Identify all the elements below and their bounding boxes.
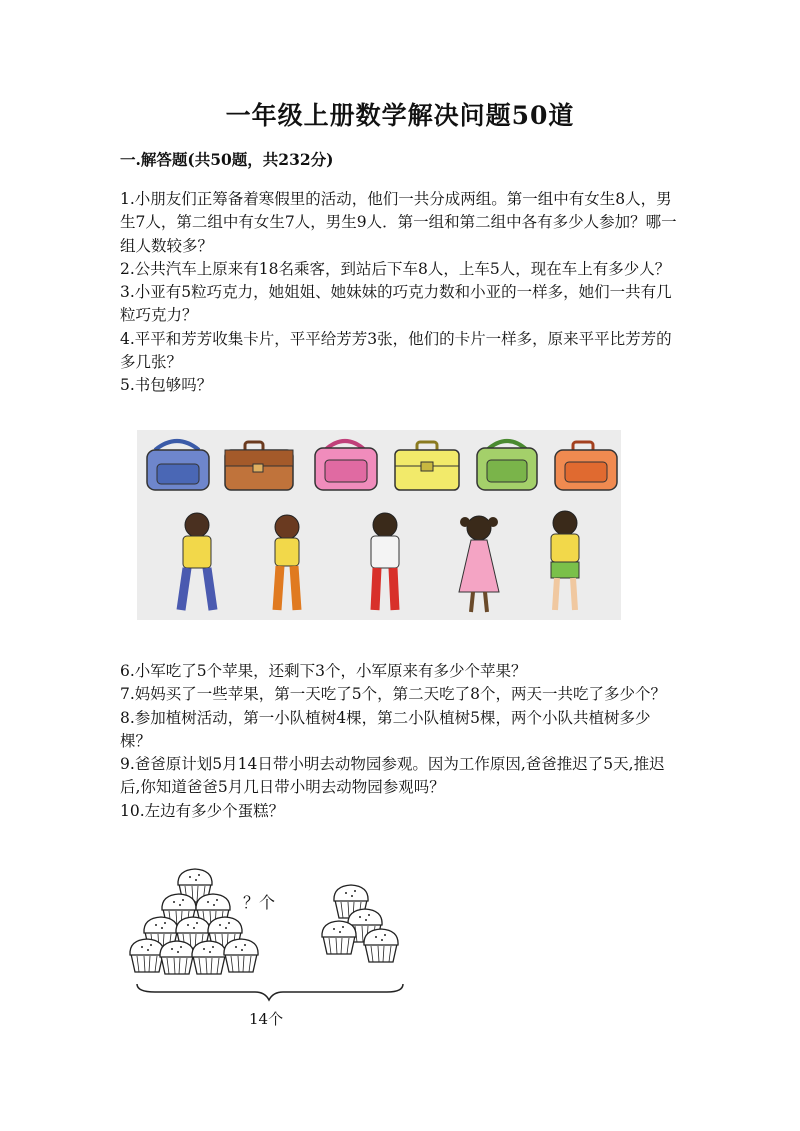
total-count-label: 14个 (249, 1010, 284, 1028)
question-10: 10.左边有多少个蛋糕？ (120, 801, 285, 820)
cakes-figure (125, 862, 415, 1032)
question-list-1 (120, 188, 680, 398)
question-6: 6.小军吃了5个苹果，还剩下3个，小军原来有多少个苹果？ (120, 662, 527, 680)
question-1: 1.小朋友们正筹备着寒假里的活动，他们一共分成两组。第一组中有女生8人，男生7人，第二组中有女生7人，男生9人．第一组和第二组中各有多少人参加？哪一组人数较多？ (120, 190, 677, 255)
schoolbag-5 (477, 441, 537, 490)
page-title: 一年级上册数学解决问题50道 (225, 101, 575, 130)
schoolbags-children-figure (137, 430, 621, 620)
unknown-count-label: ？个 (243, 893, 276, 912)
question-5: 5.书包够吗？ (120, 376, 213, 395)
question-7: 7.妈妈买了一些苹果，第一天吃了5个，第二天吃了8个，两天一共吃了多少个？ (120, 685, 667, 704)
section-heading: 一.解答题(共50题，共232分) (120, 150, 334, 169)
question-8: 8.参加植树活动，第一小队植树4棵，第二小队植树5棵，两个小队共植树多少棵？ (120, 708, 651, 750)
question-3: 3.小亚有5粒巧克力，她姐姐、她妹妹的巧克力数和小亚的一样多，她们一共有几粒巧克力？ (120, 283, 672, 325)
schoolbag-3 (315, 441, 377, 490)
question-list-2 (120, 660, 680, 823)
question-2: 2.公共汽车上原来有18名乘客，到站后下车8人，上车5人，现在车上有多少人？ (120, 259, 671, 278)
question-9: 9.爸爸原计划5月14日带小明去动物园参观。因为工作原因,爸爸推迟了5天,推迟后,你知道爸爸5月几日带小明去动物园参观吗？ (120, 755, 665, 797)
brace (137, 984, 403, 1000)
question-4: 4.平平和芳芳收集卡片，平平给芳芳3张，他们的卡片一样多，原来平平比芳芳的多几张？ (120, 329, 672, 372)
